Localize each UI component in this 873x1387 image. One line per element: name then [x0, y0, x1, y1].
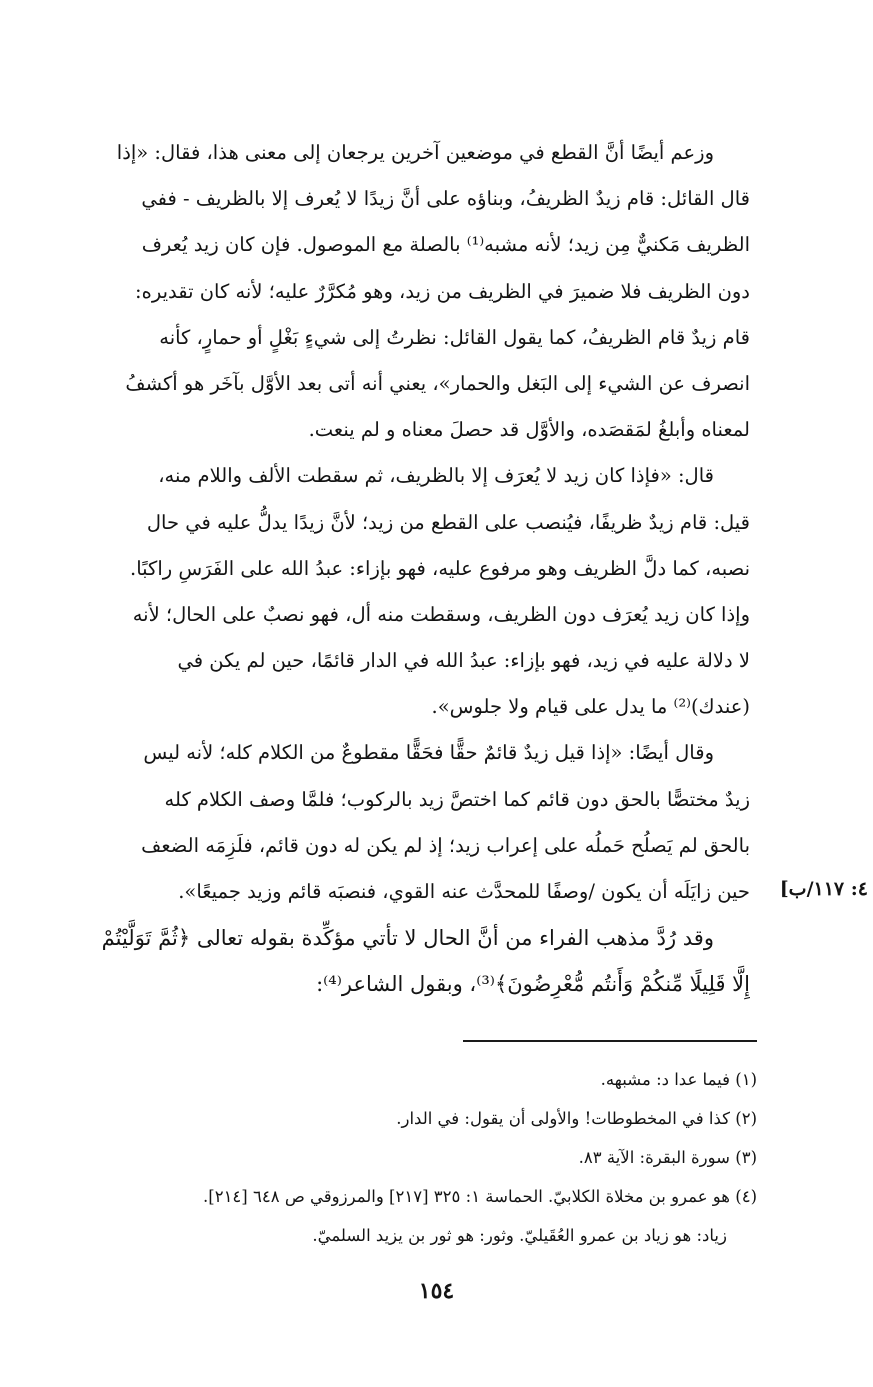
- main-text: [62, 130, 750, 1008]
- text-line: إِلَّا قَلِيلًا مِّنكُمْ وَأَنتُم مُّعْرِضُونَ﴾⁽³⁾، وبقول الشاعر⁽⁴⁾:: [316, 972, 750, 997]
- text-line: دون الظريف فلا ضميرَ في الظريف من زيد، وهو مُكرَّرٌ عليه؛ لأنه كان تقديره:: [135, 279, 750, 303]
- text-line: قيل: قام زيدٌ ظريفًا، فيُنصب على القطع من زيد؛ لأنَّ زيدًا يدلُّ عليه في حال: [146, 510, 750, 534]
- text-line: قال القائل: قام زيدٌ الظريفُ، وبناؤه على أنَّ زيدًا لا يُعرف إلا بالظريف - ففي: [141, 187, 750, 211]
- text-line: الظريف مَكنيٌّ مِن زيد؛ لأنه مشبه⁽¹⁾ بالصلة مع الموصول. فإن كان زيد يُعرف: [141, 233, 750, 257]
- text-line: نصبه، كما دلَّ الظريف وهو مرفوع عليه، فهو بإزاء: عبدُ الله على الفَرَسِ راكبًا.: [130, 556, 750, 580]
- text-line: وقد رُدَّ مذهب الفراء من أنَّ الحال لا تأتي مؤكِّدة بقوله تعالى ﴿ثُمَّ تَوَلَّيْتُمْ: [101, 926, 714, 951]
- text-line: لمعناه وأبلغُ لمَقصَده، والأوَّل قد حصلَ معناه و لم ينعت.: [308, 418, 750, 442]
- text-line: زيدٌ مختصًّا بالحق دون قائم كما اختصَّ زيد بالركوب؛ فلمَّا وصف الكلام كله: [164, 787, 750, 811]
- text-line: وإذا كان زيد يُعرَف دون الظريف، وسقطت منه أل، فهو نصبٌ على الحال؛ لأنه: [132, 602, 750, 626]
- footnotes: [62, 1060, 757, 1255]
- text-line: انصرف عن الشيء إلى البَغل والحمار»، يعني أنه أتى بعد الأوَّل بآخَر هو أكشفُ: [125, 371, 750, 395]
- text-line: بالحق لم يَصلُح حَملُه على إعراب زيد؛ إذ لم يكن له دون قائم، فلَزِمَه الضعف: [141, 833, 750, 857]
- manuscript-folio-note: ٤: ١١٧/ب]: [779, 878, 868, 900]
- footnote: (٤) هو عمرو بن مخلاة الكلابيّ. الحماسة ١: ٣٢٥ [٢١٧] والمرزوقي ص ٦٤٨ [٢١٤].: [203, 1187, 757, 1206]
- text-line: (عندك)⁽²⁾ ما يدل على قيام ولا جلوس».: [431, 695, 750, 719]
- text-line: قال: «فإذا كان زيد لا يُعرَف إلا بالظريف، ثم سقطت الألف واللام منه،: [158, 464, 714, 488]
- text-line: حين زايَلَه أن يكون /وصفًا للمحدَّث عنه القوي، فنصبَه قائم وزيد جميعًا».: [178, 880, 750, 903]
- footnote: (١) فيما عدا د: مشبهه.: [600, 1070, 757, 1089]
- footnote-divider: [463, 1040, 757, 1042]
- text-line: وزعم أيضًا أنَّ القطع في موضعين آخرين يرجعان إلى معنى هذا، فقال: «إذا: [116, 141, 714, 164]
- footnote: (٣) سورة البقرة: الآية ٨٣.: [578, 1148, 757, 1167]
- footnote-continuation: زياد: هو زياد بن عمرو العُقَيليّ. وثور: هو ثور بن يزيد السلميّ.: [312, 1226, 727, 1245]
- text-line: لا دلالة عليه في زيد، فهو بإزاء: عبدُ الله في الدار قائمًا، حين لم يكن في: [177, 649, 750, 673]
- footnote: (٢) كذا في المخطوطات! والأولى أن يقول: في الدار.: [396, 1109, 757, 1128]
- text-line: قام زيدٌ قام الظريفُ، كما يقول القائل: نظرتُ إلى شيءٍ بَغْلٍ أو حمارٍ، كأنه: [159, 325, 750, 349]
- page-number: ١٥٤: [418, 1278, 455, 1304]
- text-line: وقال أيضًا: «إذا قيل زيدٌ قائمٌ حقًّا فحَقًّا مقطوعٌ من الكلام كله؛ لأنه ليس: [143, 741, 714, 765]
